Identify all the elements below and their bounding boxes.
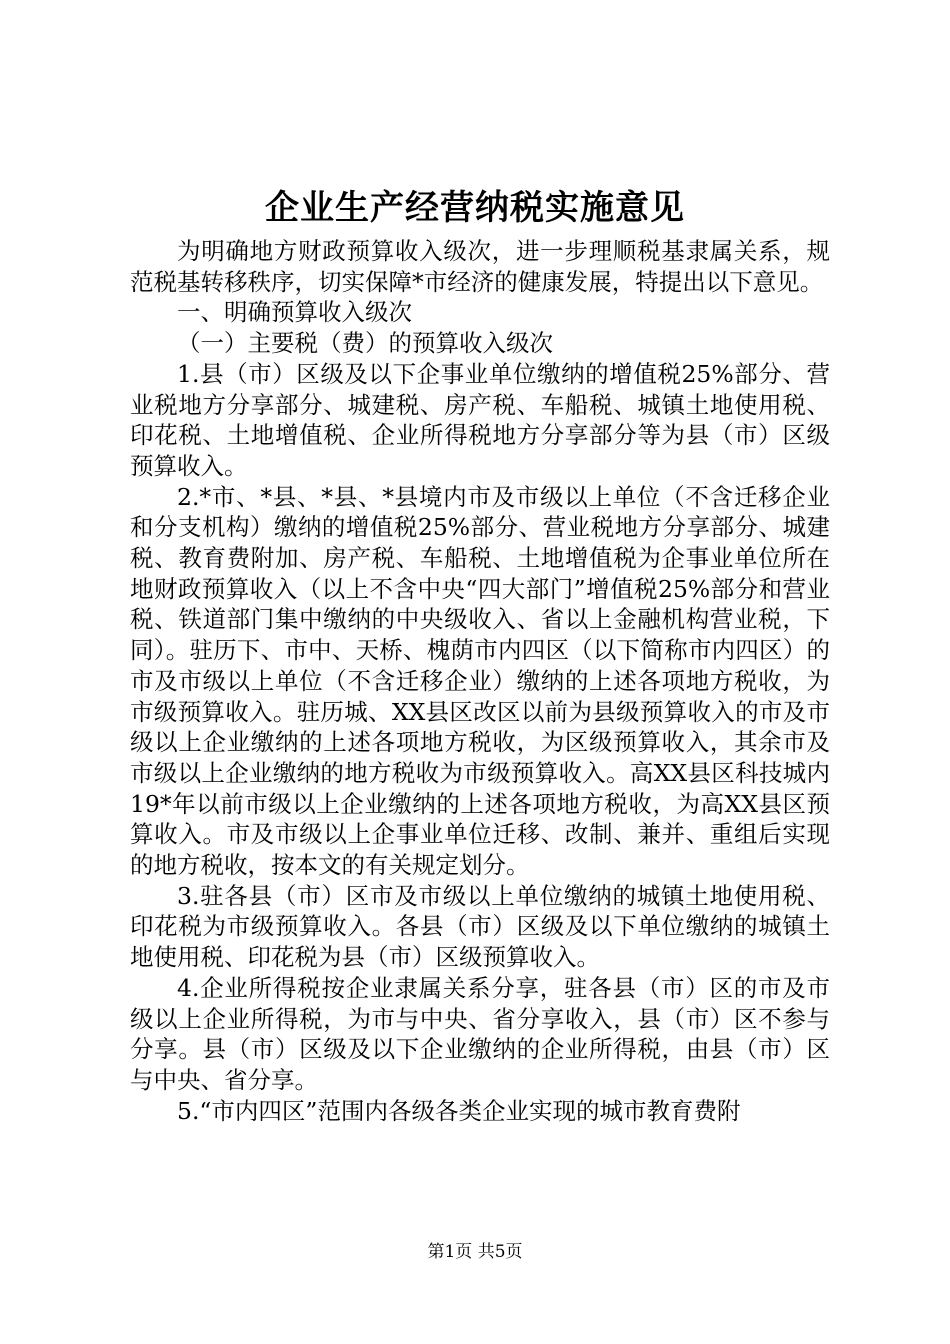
subsection-heading: （一）主要税（费）的预算收入级次 [177, 329, 553, 358]
paragraph-item-5: 5.“市内四区”范围内各级各类企业实现的城市教育费附 [177, 1096, 741, 1125]
section-heading: 一、明确预算收入级次 [177, 298, 412, 327]
paragraph-item-2: 2.*市、*县、*县、*县境内市及市级以上单位（不含迁移企业和分支机构）缴纳的增值税25%部分、营业税地方分享部分、城建税、教育费附加、房产税、车船税、土地增值税为企事业单位所在地财政预算收入（以上不含中央“四大部门”增值税25%部分和营业税、铁道部门集中缴纳的中央级收入、省以上金融机构营业税，下同）。驻历下、市中、天桥、槐荫市内四区（以下简称市内四区）的市及市级以上单位（不含迁移企业）缴纳的上述各项地方税收，为市级预算收入。驻历城、XX县区改区以前为县级预算收入的市及市级以上企业缴纳的上述各项地方税收，为区级预算收入，其余市及市级以上企业缴纳的地方税收为市级预算收入。高XX县区科技城内19*年以前市级以上企业缴纳的上述各项地方税收，为高XX县区预算收入。市及市级以上企事业单位迁移、改制、兼并、重组后实现的地方税收，按本文的有关规定划分。 [130, 482, 830, 880]
paragraph-intro: 为明确地方财政预算收入级次，进一步理顺税基隶属关系，规范税基转移秩序，切实保障*市经济的健康发展，特提出以下意见。 [130, 237, 830, 296]
paragraph-item-1: 1.县（市）区级及以下企事业单位缴纳的增值税25%部分、营业税地方分享部分、城建税、房产税、车船税、城镇土地使用税、印花税、土地增值税、企业所得税地方分享部分等为县（市）区级预算收入。 [130, 359, 830, 480]
document-body [130, 236, 830, 1126]
paragraph-item-4: 4.企业所得税按企业隶属关系分享，驻各县（市）区的市及市级以上企业所得税，为市与中央、省分享收入，县（市）区不参与分享。县（市）区级及以下企业缴纳的企业所得税，由县（市）区与中央、省分享。 [130, 973, 830, 1094]
document-title: 企业生产经营纳税实施意见 [265, 188, 685, 228]
paragraph-item-3: 3.驻各县（市）区市及市级以上单位缴纳的城镇土地使用税、印花税为市级预算收入。各县（市）区级及以下单位缴纳的城镇土地使用税、印花税为县（市）区级预算收入。 [130, 881, 830, 972]
page-number: 第1页 共5页 [427, 1242, 523, 1262]
